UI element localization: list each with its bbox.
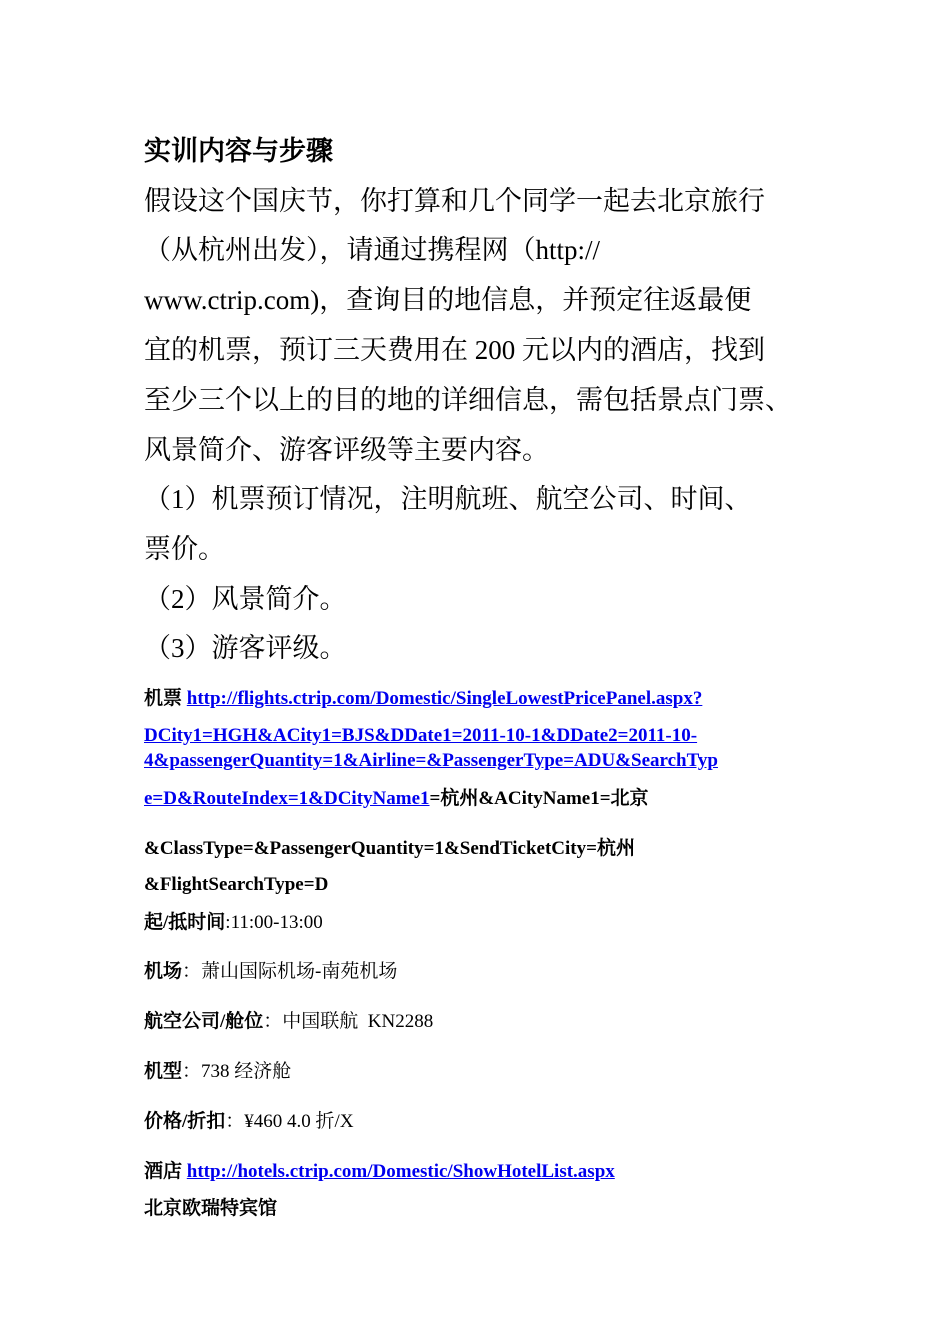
detail-sep: : [225, 912, 231, 933]
intro-line: www.ctrip.com)，查询目的地信息，并预定往返最便 [144, 285, 752, 315]
detail-label: 机型 [144, 1061, 183, 1082]
detail-sep: ： [225, 1111, 245, 1132]
detail-label: 航空公司/舱位 [144, 1011, 264, 1032]
detail-sep: ： [182, 1061, 202, 1082]
detail-value: 中国联航 KN2288 [282, 1011, 434, 1032]
hotel-prefix: 酒店 [144, 1161, 187, 1182]
flight-url-extra: &FlightSearchType=D [144, 874, 329, 895]
task-item-2: （2）风景简介。 [144, 584, 347, 614]
detail-value: 738 经济舱 [201, 1061, 292, 1082]
flight-url-line [144, 786, 649, 812]
flight-prefix: 机票 [144, 688, 187, 709]
detail-label: 起/抵时间 [144, 912, 226, 933]
flight-link-line [144, 686, 702, 712]
flight-price-row [144, 1109, 354, 1135]
detail-sep: ： [263, 1011, 283, 1032]
intro-line: 风景简介、游客评级等主要内容。 [144, 435, 549, 465]
flight-url-link[interactable]: DCity1=HGH&ACity1=BJS&DDate1=2011-10-1&DDate2=2011-10- [144, 725, 698, 746]
hotel-link-line [144, 1159, 615, 1185]
flight-airport-row [144, 959, 397, 985]
flight-url-line [144, 748, 718, 774]
flight-url-link[interactable]: http://flights.ctrip.com/Domestic/SingleLowestPricePanel.aspx? [186, 688, 703, 709]
hotel-url-link[interactable]: http://hotels.ctrip.com/Domestic/ShowHotelList.aspx [186, 1161, 615, 1182]
detail-label: 价格/折扣 [144, 1111, 226, 1132]
flight-url-link[interactable]: 4&passengerQuantity=1&Airline=&PassengerType=ADU&SearchTyp [144, 750, 718, 771]
hotel-name: 北京欧瑞特宾馆 [144, 1198, 278, 1219]
flight-url-line [144, 723, 697, 749]
task-item-1: （1）机票预订情况，注明航班、航空公司、时间、 [144, 484, 752, 514]
flight-aircraft-row [144, 1059, 291, 1085]
intro-line: （从杭州出发），请通过携程网（http:// [144, 235, 601, 265]
task-item-1-cont: 票价。 [144, 534, 225, 564]
detail-value: 11:00-13:00 [230, 912, 323, 933]
intro-line: 假设这个国庆节，你打算和几个同学一起去北京旅行 [144, 186, 765, 216]
flight-url-extra: &ClassType=&PassengerQuantity=1&SendTicketCity=杭州 [144, 838, 635, 859]
detail-value: 萧山国际机场-南苑机场 [201, 961, 398, 982]
flight-airline-row [144, 1009, 433, 1035]
detail-sep: ： [182, 961, 202, 982]
task-item-3: （3）游客评级。 [144, 633, 347, 663]
flight-url-link[interactable]: e=D&RouteIndex=1&DCityName1 [144, 788, 430, 809]
flight-time-row [144, 910, 323, 936]
flight-url-tail: =杭州&ACityName1=北京 [429, 788, 649, 809]
intro-line: 宜的机票，预订三天费用在 200 元以内的酒店，找到 [144, 335, 765, 365]
detail-value: ¥460 4.0 折/X [244, 1111, 354, 1132]
detail-label: 机场 [144, 961, 183, 982]
intro-line: 至少三个以上的目的地的详细信息，需包括景点门票、 [144, 385, 792, 415]
section-heading: 实训内容与步骤 [144, 136, 333, 166]
